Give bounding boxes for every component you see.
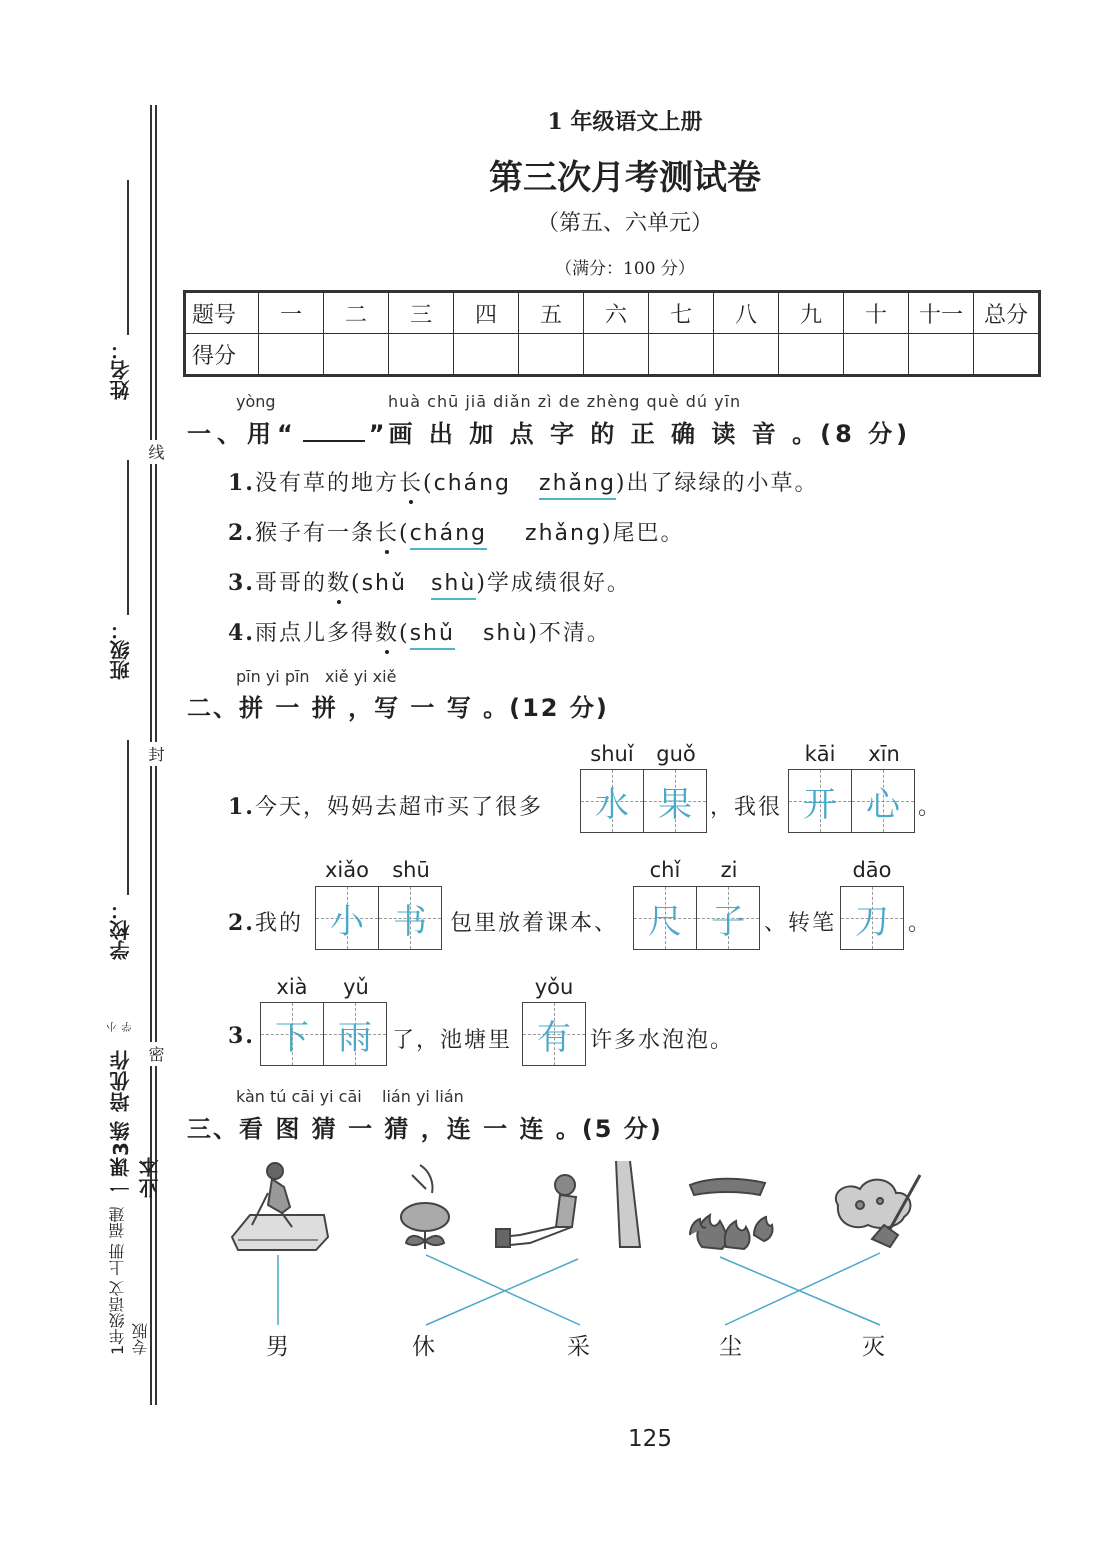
table-cell: 四 — [454, 293, 519, 334]
score-input[interactable] — [649, 334, 714, 375]
score-input[interactable] — [844, 334, 909, 375]
q2-s3-num — [228, 1023, 255, 1049]
table-cell: 十一 — [909, 293, 974, 334]
option-b[interactable]: shù — [431, 571, 476, 600]
answer-char: 书 — [393, 901, 427, 942]
table-cell: 题号 — [186, 293, 259, 334]
tianzi-box-xiaoshu[interactable] — [315, 886, 442, 950]
q3-heading: 三、看 图 猜 一 猜 ，连 一 连 。(5 分) — [187, 1115, 663, 1143]
table-cell: 三 — [389, 293, 454, 334]
class-field[interactable] — [127, 460, 129, 615]
item-text: 今天，妈妈去超市买了很多 — [254, 795, 543, 820]
q1-heading-a: 一、用“ — [187, 420, 299, 448]
char-cell[interactable] — [523, 1003, 585, 1065]
score-input[interactable] — [454, 334, 519, 375]
answer-char: 小 — [330, 901, 364, 942]
answer-char: 水 — [595, 784, 629, 825]
pic-sweep-floor-icon — [232, 1163, 328, 1250]
char-cell[interactable] — [323, 1003, 386, 1065]
paren-open: ( — [351, 571, 362, 596]
word-cai[interactable]: 采 — [567, 1334, 590, 1360]
item-text: 没有草的地方 — [254, 471, 399, 496]
tianzi-box-kaixin[interactable] — [788, 769, 915, 833]
school-field[interactable] — [127, 740, 129, 895]
tianzi-box-shuiguo[interactable] — [580, 769, 707, 833]
option-a[interactable]: shǔ — [361, 571, 407, 596]
option-b[interactable]: zhǎng — [539, 471, 616, 500]
q1-pinyin-a: yòng — [236, 392, 276, 411]
name-label: 姓名： — [109, 340, 133, 400]
page-number: 125 — [628, 1426, 672, 1452]
q1-item-3 — [228, 566, 631, 600]
q2-pinyin: pīn yi pīn xiě yi xiě — [236, 667, 397, 686]
option-b[interactable]: shù — [482, 621, 529, 646]
q2-s3-text-c: 许多水泡泡。 — [590, 1028, 735, 1053]
char-cell[interactable] — [634, 887, 696, 949]
score-value-row — [186, 334, 1039, 375]
pinyin-yu: yǔ — [343, 975, 369, 999]
score-input[interactable] — [974, 334, 1039, 375]
q2-s1-text-b: ，我很 — [710, 795, 783, 820]
q2-s1-text-a — [228, 790, 543, 821]
option-b[interactable]: zhǎng — [525, 521, 602, 546]
dotted-char: 数 — [374, 621, 399, 646]
table-cell: 一 — [259, 293, 324, 334]
full-score: （满分：100 分） — [555, 259, 695, 279]
answer-char: 下 — [275, 1017, 309, 1058]
answer-char: 刀 — [855, 901, 889, 942]
score-header-row — [186, 293, 1039, 334]
table-cell: 七 — [649, 293, 714, 334]
page-title: 第三次月考测试卷 — [489, 158, 761, 198]
q2-s2-text-c: 、转笔 — [764, 911, 837, 936]
pinyin-xin: xīn — [868, 742, 900, 766]
page-subtitle: （第五、六单元） — [536, 211, 713, 236]
pinyin-shu: shū — [392, 858, 430, 882]
pinyin-shui: shuǐ — [590, 742, 634, 766]
item-text: )尾巴。 — [601, 521, 685, 546]
option-a[interactable]: cháng — [410, 521, 487, 550]
brand-title: 一课3练 培优作业本 — [109, 1049, 162, 1198]
char-cell[interactable] — [851, 770, 914, 832]
table-cell: 六 — [584, 293, 649, 334]
dotted-char: 长 — [398, 471, 423, 496]
paren-open: ( — [399, 521, 410, 546]
option-a[interactable]: shǔ — [410, 621, 455, 650]
item-number: 3. — [228, 1023, 255, 1049]
table-cell: 得分 — [186, 334, 259, 375]
class-label: 班级： — [109, 620, 133, 680]
pic-rest-icon — [496, 1161, 640, 1247]
char-cell[interactable] — [581, 770, 643, 832]
item-number: 3. — [228, 570, 255, 596]
pic-dust-broom-icon — [836, 1175, 920, 1247]
underline-sample — [303, 440, 365, 442]
score-input[interactable] — [584, 334, 649, 375]
table-cell: 总分 — [974, 293, 1039, 334]
tianzi-box-xiayu[interactable] — [260, 1002, 387, 1066]
score-input[interactable] — [714, 334, 779, 375]
char-cell[interactable] — [378, 887, 441, 949]
table-cell: 九 — [779, 293, 844, 334]
q1-item-4 — [228, 616, 611, 650]
item-text: )不清。 — [528, 621, 611, 646]
item-text: 雨点儿多得 — [254, 621, 375, 646]
q2-s2-text-d: 。 — [908, 911, 933, 936]
q2-s2-text-a — [228, 906, 303, 937]
score-table — [185, 292, 1039, 375]
pinyin-chi: chǐ — [649, 858, 681, 882]
score-input[interactable] — [259, 334, 324, 375]
dotted-char: 长 — [374, 521, 399, 546]
cut-mark-secret: 密 — [144, 1042, 167, 1066]
q2-s1-text-c: 。 — [918, 795, 943, 820]
word-mie[interactable]: 灭 — [862, 1334, 885, 1360]
answer-char: 子 — [711, 901, 745, 942]
answer-char: 果 — [658, 784, 692, 825]
item-number: 1. — [228, 470, 255, 496]
table-cell: 八 — [714, 293, 779, 334]
q2-heading: 二、拼 一 拼 ，写 一 写 。(12 分) — [187, 694, 609, 722]
item-number: 1. — [228, 794, 255, 820]
item-text: )出了绿绿的小草。 — [615, 471, 819, 496]
score-input[interactable] — [779, 334, 844, 375]
q3-pinyin: kàn tú cāi yi cāi lián yi lián — [236, 1087, 464, 1106]
word-chen[interactable]: 尘 — [719, 1334, 742, 1360]
grade-label: 1 年级语文上册 — [547, 109, 703, 135]
table-cell: 五 — [519, 293, 584, 334]
q1-pinyin-b: huà chū jiā diǎn zì de zhèng què dú yīn — [388, 392, 742, 411]
q2-s2-text-b: 包里放着课本、 — [450, 911, 619, 936]
item-number: 2. — [228, 910, 255, 936]
answer-char: 有 — [537, 1017, 571, 1058]
paren-open: ( — [399, 621, 410, 646]
brand-small: 小学 — [108, 1021, 134, 1032]
picture-match-area — [220, 1155, 960, 1330]
score-input[interactable] — [324, 334, 389, 375]
answer-char: 尺 — [648, 901, 682, 942]
q1-heading — [187, 414, 911, 449]
option-a[interactable]: cháng — [433, 471, 512, 496]
pinyin-guo: guǒ — [656, 742, 696, 766]
brand-subtitle: 1年级语文 上册 福建专版 — [108, 1206, 150, 1355]
score-input[interactable] — [389, 334, 454, 375]
brand-logo — [106, 1015, 162, 1355]
q1-item-1 — [228, 466, 819, 500]
item-text: 猴子有一条 — [254, 521, 375, 546]
char-cell[interactable] — [316, 887, 378, 949]
item-text: 哥哥的 — [254, 571, 327, 596]
tianzi-box-dao[interactable] — [840, 886, 904, 950]
pinyin-xia: xià — [276, 975, 308, 999]
q1-heading-b: ”画 出 加 点 字 的 正 确 读 音 。(8 分) — [368, 420, 912, 448]
table-cell: 二 — [324, 293, 389, 334]
char-cell[interactable] — [789, 770, 851, 832]
answer-char: 开 — [803, 784, 837, 825]
cut-mark-seal: 封 — [144, 742, 167, 766]
pic-pick-flower-icon — [401, 1165, 449, 1249]
item-number: 4. — [228, 620, 255, 646]
pinyin-you: yǒu — [534, 975, 574, 999]
dotted-char: 数 — [326, 571, 351, 596]
answer-lines — [278, 1253, 880, 1325]
school-label: 学校： — [109, 900, 133, 960]
table-cell: 十 — [844, 293, 909, 334]
paren-open: ( — [423, 471, 434, 496]
tianzi-box-chizi[interactable] — [633, 886, 760, 950]
answer-char: 雨 — [338, 1017, 372, 1058]
char-cell[interactable] — [643, 770, 706, 832]
q1-item-2 — [228, 516, 685, 550]
item-number: 2. — [228, 520, 255, 546]
pinyin-xiao: xiǎo — [325, 858, 369, 882]
item-text: 我的 — [254, 911, 303, 936]
answer-char: 心 — [866, 784, 900, 825]
cut-mark-line: 线 — [144, 440, 167, 464]
score-input[interactable] — [909, 334, 974, 375]
char-cell[interactable] — [696, 887, 759, 949]
pinyin-zi: zi — [720, 858, 738, 882]
char-cell[interactable] — [841, 887, 903, 949]
score-input[interactable] — [519, 334, 584, 375]
pinyin-dao: dāo — [852, 858, 892, 882]
pinyin-kai: kāi — [804, 742, 836, 766]
item-text: )学成绩很好。 — [476, 571, 631, 596]
word-nan[interactable]: 男 — [266, 1334, 289, 1360]
q2-s3-text-b: 了，池塘里 — [392, 1028, 513, 1053]
pic-fire-icon — [690, 1179, 773, 1249]
tianzi-box-you[interactable] — [522, 1002, 586, 1066]
word-xiu[interactable]: 休 — [412, 1334, 435, 1360]
char-cell[interactable] — [261, 1003, 323, 1065]
